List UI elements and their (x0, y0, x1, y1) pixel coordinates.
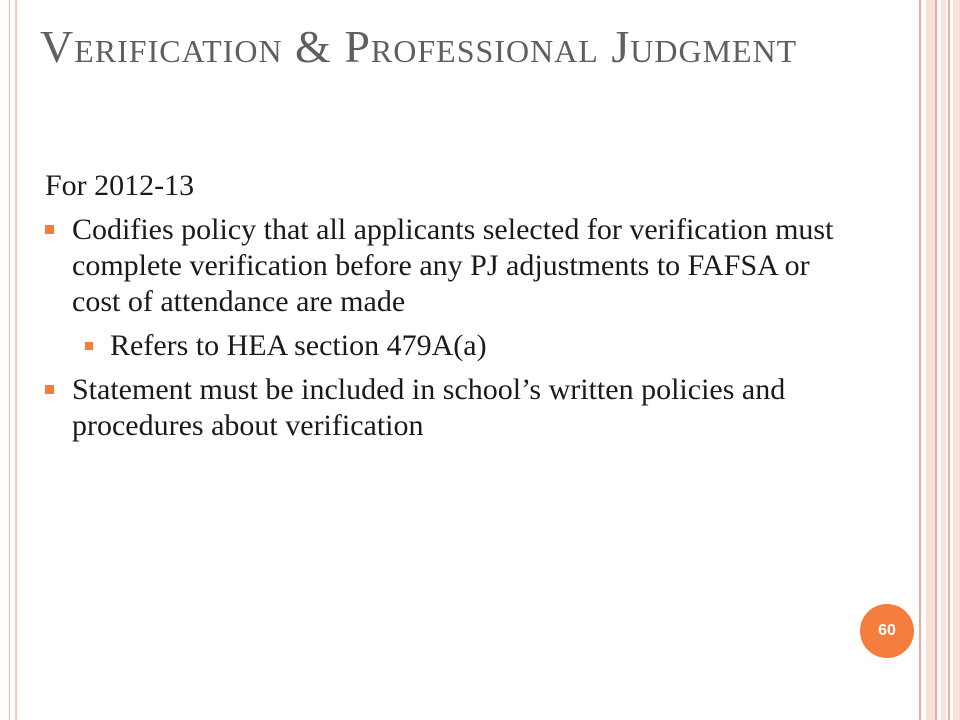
left-border-line (15, 0, 17, 720)
right-border-stripe (953, 0, 960, 720)
right-border-stripe (941, 0, 946, 720)
intro-text: For 2012-13 (45, 169, 195, 202)
right-border-stripe (948, 0, 950, 720)
slide-body (45, 168, 865, 452)
right-border-stripe (935, 0, 937, 720)
square-bullet-icon (85, 342, 93, 350)
sub-bullet-item (85, 328, 865, 364)
bullet-item (45, 372, 865, 444)
bullet-item (45, 212, 865, 320)
bullet-text: Statement must be included in school’s written policies and procedures about verification (72, 373, 786, 442)
page-number-badge: 60 (860, 604, 914, 658)
square-bullet-icon (45, 385, 54, 394)
square-bullet-icon (45, 225, 54, 234)
bullet-text: Codifies policy that all applicants selected for verification must complete verification before any PJ adjustments to FAFSA or cost of attendance are made (72, 213, 834, 318)
right-border-stripe (919, 0, 921, 720)
left-border-line (9, 0, 10, 720)
sub-bullet-text: Refers to HEA section 479A(a) (110, 329, 487, 362)
slide-title: Verification & Professional Judgment (40, 21, 798, 72)
right-border-stripe (926, 0, 935, 720)
